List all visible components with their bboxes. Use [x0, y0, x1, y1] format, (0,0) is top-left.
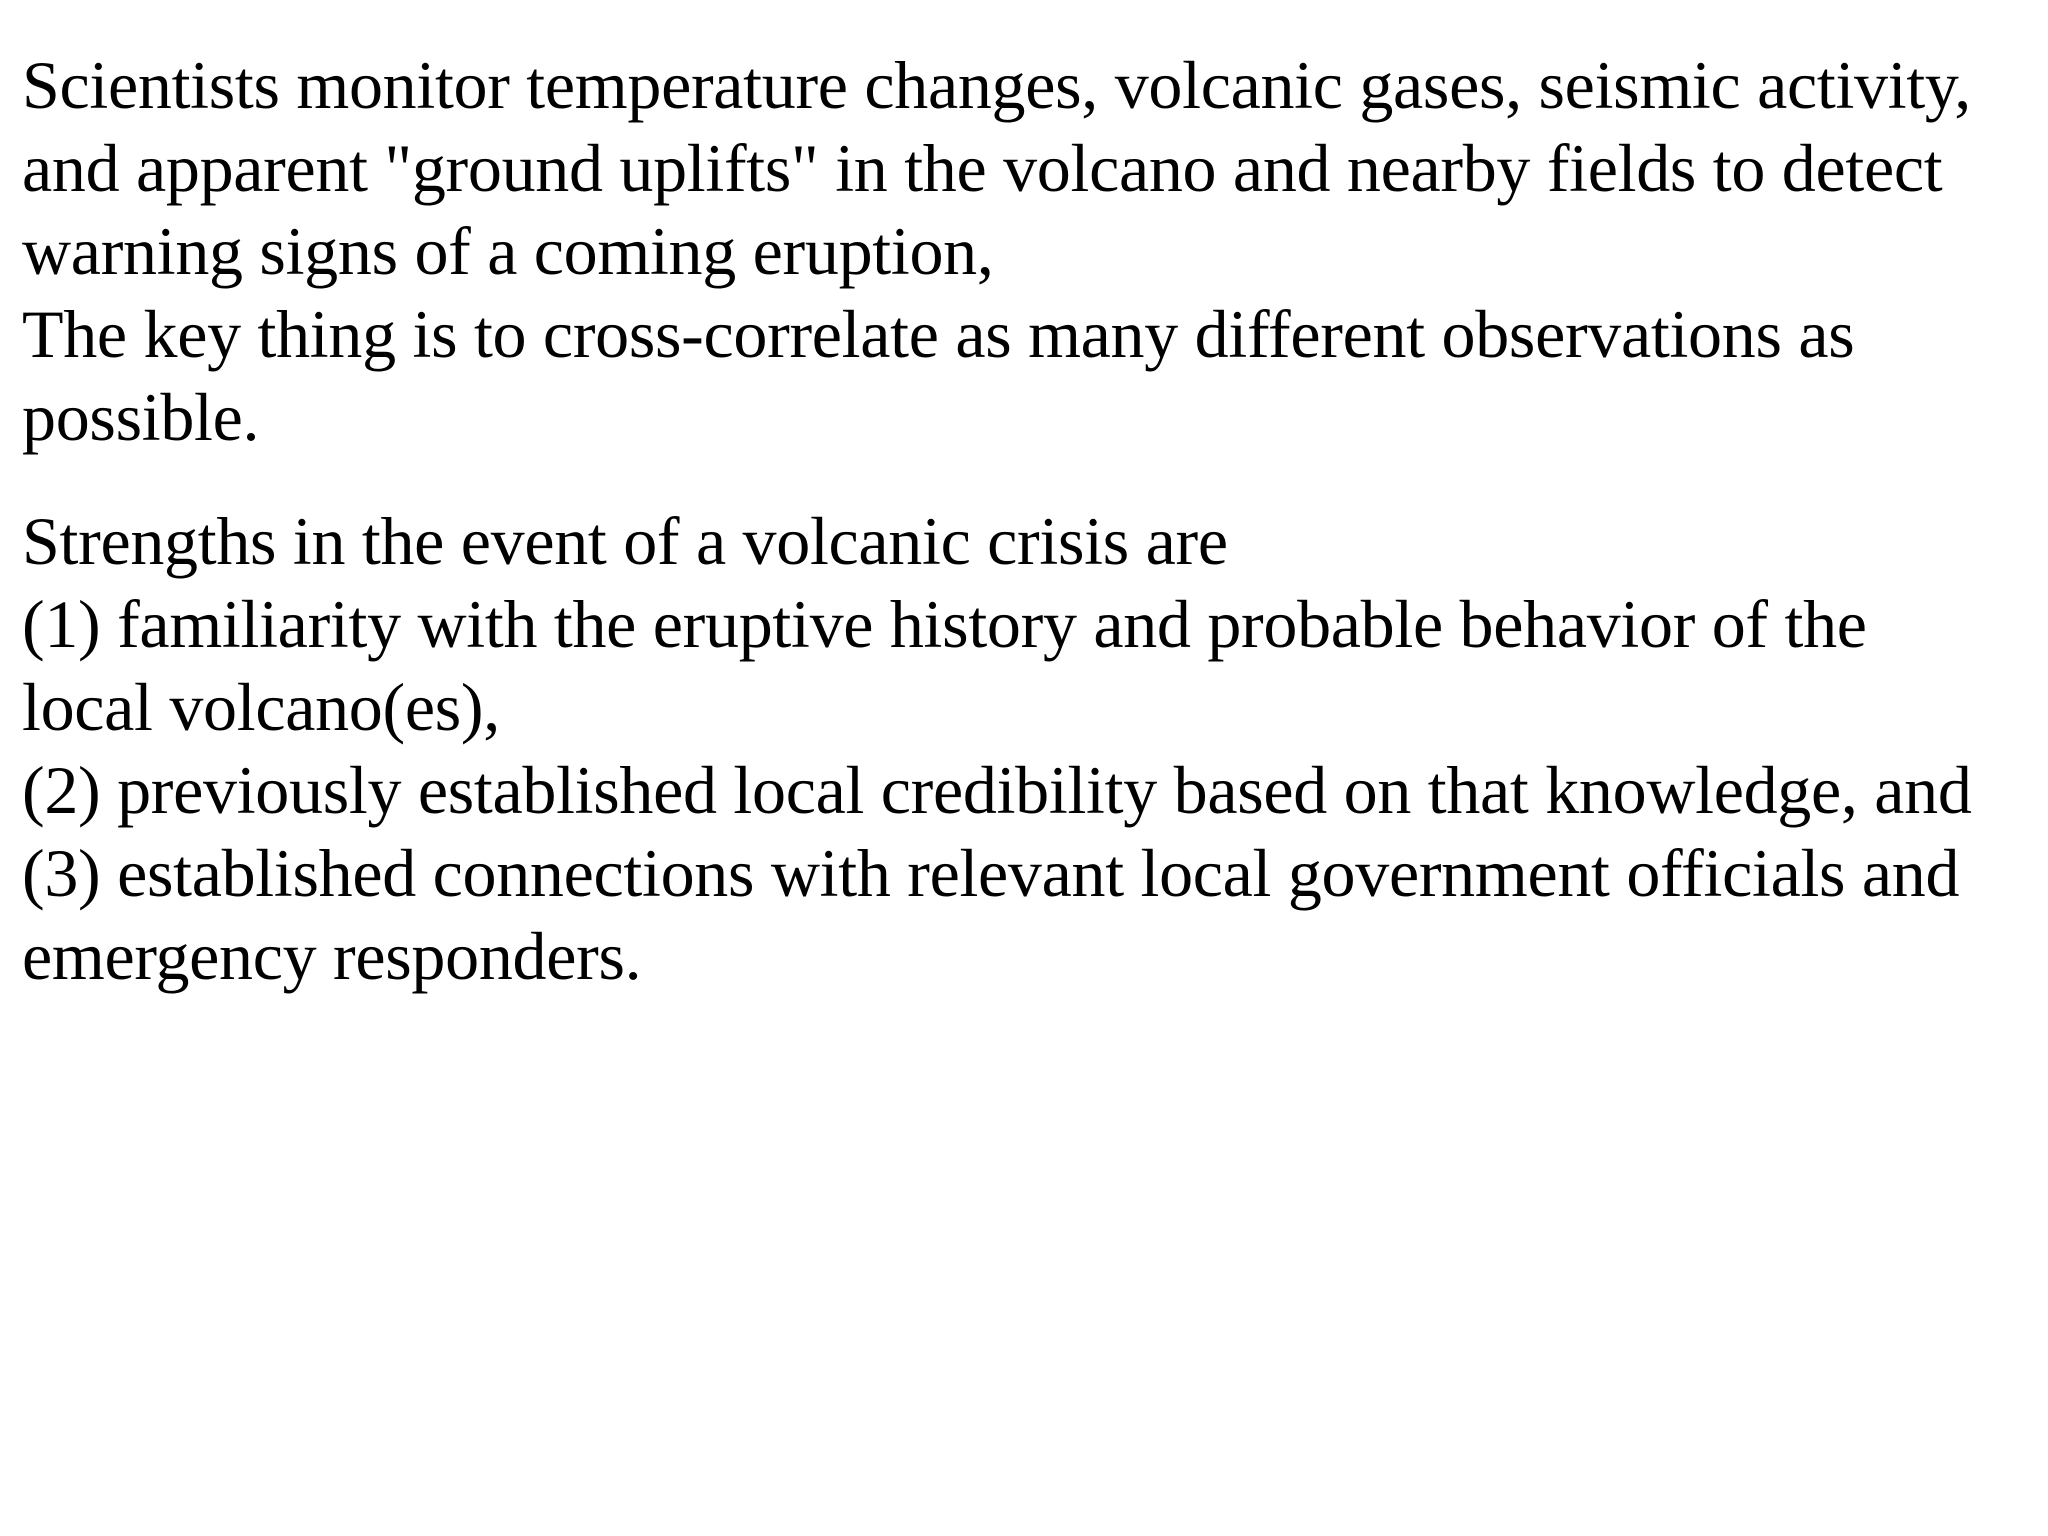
text-line: warning signs of a coming eruption,	[22, 213, 994, 289]
paragraph-strengths	[22, 500, 2032, 998]
text-line: The key thing is to cross-correlate as many different observations as	[22, 296, 1855, 372]
text-line: and apparent "ground uplifts" in the volcano and nearby fields to detect	[22, 130, 1943, 206]
text-line: Strengths in the event of a volcanic crisis are	[22, 503, 1228, 579]
paragraph-monitoring	[22, 44, 2032, 459]
text-line: (3) established connections with relevant local government officials and	[22, 835, 1960, 911]
text-line: Scientists monitor temperature changes, volcanic gases, seismic activity,	[22, 47, 1971, 123]
text-line: local volcano(es),	[22, 669, 500, 745]
text-line: (1) familiarity with the eruptive history and probable behavior of the	[22, 586, 1867, 662]
text-line: possible.	[22, 379, 260, 455]
text-line: emergency responders.	[22, 918, 642, 994]
text-line: (2) previously established local credibility based on that knowledge, and	[22, 752, 1972, 828]
